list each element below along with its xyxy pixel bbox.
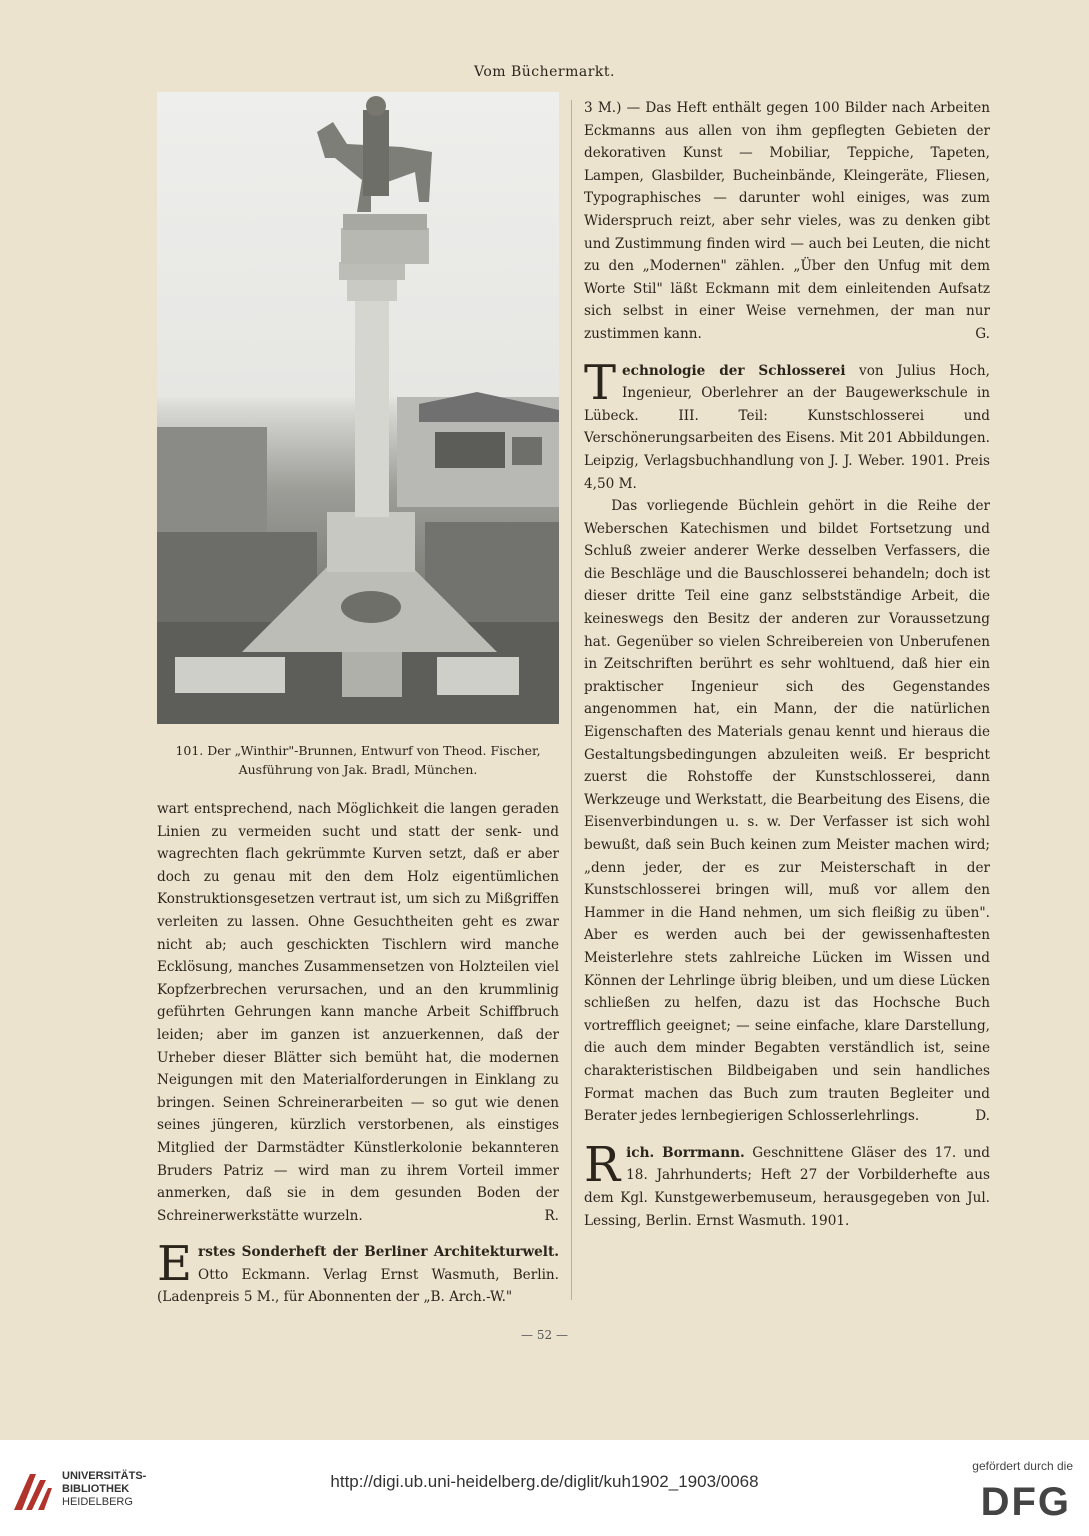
review-paragraph: [584, 97, 990, 346]
entry-title: rstes Sonderheft der Berliner Architekturwelt.: [198, 1244, 559, 1261]
spacer: [584, 346, 990, 360]
review-text: wart entsprechend, nach Möglichkeit die langen geraden Linien zu vermeiden sucht und statt der senk- und wagrechten flach gekrümmte Kurven setzt, daß er aber doch zu genau mit den dem Holz eigentümlichen Konstruktionsgesetzen vertraut ist, um sich zu Mißgriffen verleiten zu lassen. Ohne Gesuchtheiten geht es zwar nicht ab; auch geschickten Tischlern wird manche Ecklösung, manches Zusammensetzen von Holzteilen viel Kopfzerbrechen verursachen, und an den krummlinig geführten Gehrungen kann manche Arbeit Schiffbruch leiden; aber im ganzen ist anzuerkennen, daß der Urheber dieser Blätter sich bemüht hat, die modernen Neigungen mit den Materialforderungen in Einklang zu bringen. Seinen Schreinerarbeiten — so gut wie denen seines jüngeren, kürzlich verstorbenen, als einstiges Mitglied der Darmstädter Künstlerkolonie bekannteren Bruders Patriz — wird man zu ihrem Vorteil immer anmerken, daß sie in dem gesunden Boden der Schreinerwerkstätte wurzeln.: [157, 801, 559, 1224]
entry-bibliography: von Julius Hoch, Ingenieur, Oberlehrer an der Baugewerkschule in Lübeck. III. Teil: Kunstschlosserei und Verschönerungsarbeiten des Eisens. Mit 201 Abbildungen. Leipzig, Verlagsbuchhandlung von J. J. Weber. 1901. Preis 4,50 M.: [584, 362, 990, 492]
review-paragraph: [584, 495, 990, 1128]
reviewer-signature: R.: [544, 1207, 559, 1224]
spacer: [157, 1227, 559, 1241]
library-name-line: UNIVERSITÄTS-: [62, 1470, 147, 1482]
review-entry: [584, 1136, 990, 1232]
review-text: Das vorliegende Büchlein gehört in die Reihe der Weberschen Katechismen und bildet Fortsetzung und Schluß zweier anderer Werke desselben Verfassers, die die Beschläge und die Bauschlosserei behandeln; doch ist dieser dritte Teil eine ganz selbstständige Arbeit, die keineswegs den Besitz der anderen zur Voraussetzung hat. Gegenüber so vielen Schreibereien von Unberufenen in Zeitschriften berührt es sehr wohltuend, daß hier ein praktischer Ingenieur sich des Gegenstandes angenommen hat, ein Mann, der die natürlichen Eigenschaften des Materials genau kennt und hieraus die Gestaltungsbedingungen abzuleiten weiß. Er bespricht zuerst die Rohstoffe der Kunstschlosserei, dann Werkzeuge und Werkstatt, die Bearbeitung des Eisens, die Eisenverbindungen u. s. w. Der Verfasser ist sich wohl bewußt, daß sein Buch keinen zum Meister machen wird; „denn jeder, der es zur Meisterschaft in der Kunstschlosserei bringen will, muß vor allem den Hammer in die Hand nehmen, um sich fleißig zu üben". Aber es werden auch bei der gewissenhaftesten Meisterlehre stets zahlreiche Lücken im Wissen und Können der Lehrlinge übrig bleiben, und um diese Lücken schließen zu helfen, dazu ist das Hochsche Buch vortrefflich geeignet; — seine einfache, klare Darstellung, die auch dem minder Begabten verständlich ist, seine charakteristischen Bildbeigaben und sein handliches Format machen das Buch zum trauten Begleiter und Berater jedes lernbegierigen Schlosserlehrlings.: [584, 498, 990, 1125]
caption-line: Ausführung von Jak. Bradl, München.: [238, 762, 478, 777]
dfg-logo: DFG: [980, 1480, 1071, 1524]
drop-cap: E: [157, 1236, 193, 1293]
digitization-footer: [0, 1440, 1089, 1536]
fountain-illustration: [157, 92, 559, 724]
entry-title: ich. Borrmann.: [626, 1144, 745, 1161]
review-text: 3 M.) — Das Heft enthält gegen 100 Bilder nach Arbeiten Eckmanns aus allen von ihm gepflegten Gebieten der dekorativen Kunst — Mobiliar, Teppiche, Tapeten, Lampen, Glasbilder, Bucheinbände, Kleingeräte, Fliesen, Typographisches — darunter wohl einiges, was zum Widerspruch reizt, aber sehr vieles, was zu denken gibt und Zustimmung finden wird — auch bei Leuten, die nicht zu den „Modernen" zählen. „Über den Unfug mit dem Worte Stil" läßt Eckmann mit dem einleitenden Aufsatz sich selbst in einer Weise vernehmen, der man nur zustimmen kann.: [584, 100, 990, 342]
library-name-line: HEIDELBERG: [62, 1496, 133, 1508]
review-paragraph: [157, 798, 559, 1227]
entry-title: echnologie der Schlosserei: [622, 362, 846, 379]
review-entry: [584, 354, 990, 496]
spacer: [584, 1128, 990, 1142]
funder-label: gefördert durch die: [972, 1459, 1073, 1473]
column-divider: [571, 100, 572, 1300]
left-column: [157, 798, 559, 1309]
figure-caption: [140, 741, 576, 779]
fountain-photograph: [157, 92, 559, 724]
library-name-line: BIBLIOTHEK: [62, 1483, 130, 1495]
running-head: Vom Büchermarkt.: [474, 64, 615, 80]
entry-text: Geschnittene Gläser des 17. und 18. Jahrhunderts; Heft 27 der Vorbilderhefte aus dem Kgl. Kunstgewerbemuseum, herausgegeben von Jul. Lessing, Berlin. Ernst Wasmuth. 1901.: [584, 1144, 990, 1229]
reviewer-signature: G.: [975, 325, 990, 342]
right-column: [584, 97, 990, 1232]
review-entry: [157, 1236, 559, 1309]
permalink-url[interactable]: http://digi.ub.uni-heidelberg.de/diglit/kuh1902_1903/0068: [330, 1472, 759, 1491]
page-number: — 52 —: [521, 1328, 568, 1342]
drop-cap: T: [584, 354, 617, 411]
drop-cap: R: [584, 1136, 621, 1193]
entry-text: Otto Eckmann. Verlag Ernst Wasmuth, Berlin. (Ladenpreis 5 M., für Abonnenten der „B. Arch.-W.": [157, 1266, 559, 1306]
reviewer-signature: D.: [975, 1108, 990, 1125]
caption-line: 101. Der „Winthir"-Brunnen, Entwurf von Theod. Fischer,: [175, 743, 541, 758]
